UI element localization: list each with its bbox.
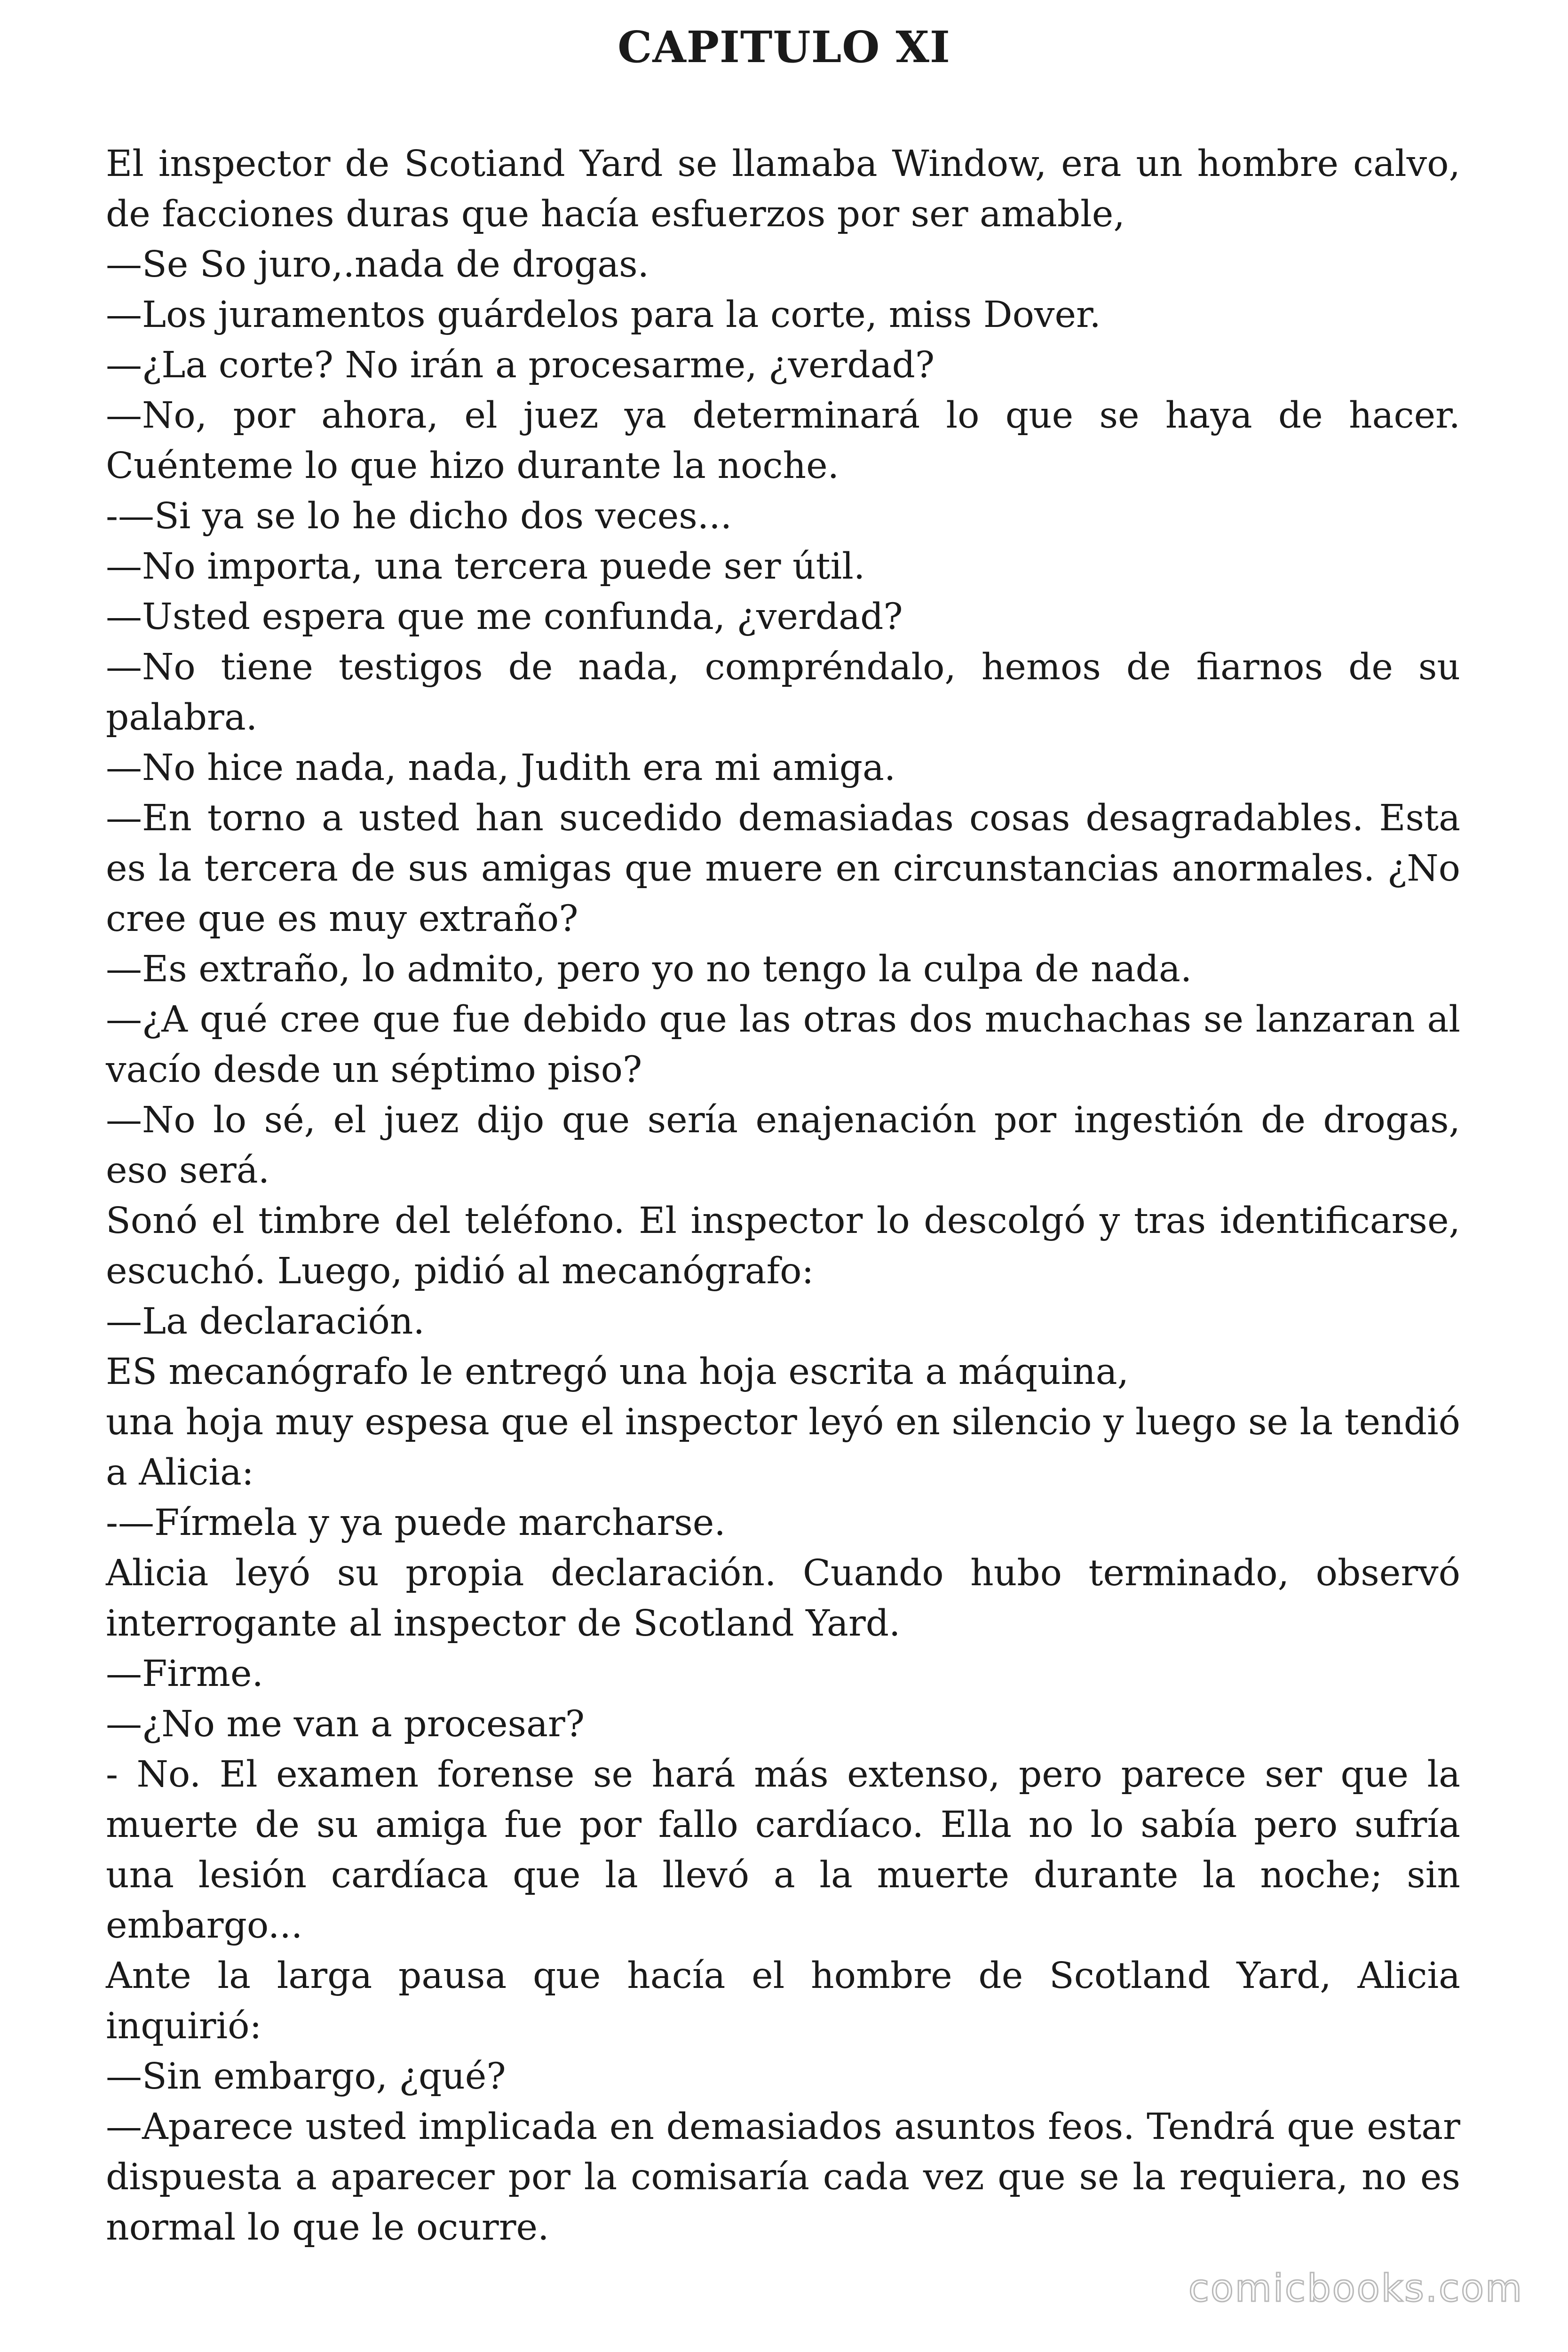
- paragraph: —¿A qué cree que fue debido que las otras dos muchachas se lanzaran al vacío desde un séptimo piso?: [106, 999, 1460, 1091]
- paragraph: ES mecanógrafo le entregó una hoja escrita a máquina,: [106, 1351, 1129, 1393]
- paragraph: -—Fírmela y ya puede marcharse.: [106, 1502, 726, 1544]
- paragraph: —Es extraño, lo admito, pero yo no tengo la culpa de nada.: [106, 948, 1192, 990]
- paragraph: —Aparece usted implicada en demasiados asuntos feos. Tendrá que estar dispuesta a aparecer por la comisaría cada vez que se la requiera, no es normal lo que le ocurre.: [106, 2106, 1460, 2249]
- paragraph: —No, por ahora, el juez ya determinará lo que se haya de hacer. Cuénteme lo que hizo durante la noche.: [106, 395, 1460, 487]
- chapter-body: [106, 139, 1460, 2253]
- paragraph: Alicia leyó su propia declaración. Cuando hubo terminado, observó interrogante al inspector de Scotland Yard.: [106, 1552, 1460, 1645]
- paragraph: —No tiene testigos de nada, compréndalo, hemos de fiarnos de su palabra.: [106, 646, 1460, 739]
- paragraph: una hoja muy espesa que el inspector leyó en silencio y luego se la tendió a Alicia:: [106, 1401, 1460, 1494]
- paragraph: —Se So juro,.nada de drogas.: [106, 244, 649, 286]
- paragraph: —La declaración.: [106, 1301, 425, 1343]
- paragraph: —¿La corte? No irán a procesarme, ¿verdad?: [106, 344, 935, 386]
- paragraph: —Los juramentos guárdelos para la corte, miss Dover.: [106, 294, 1101, 336]
- paragraph: —Sin embargo, ¿qué?: [106, 2056, 506, 2098]
- paragraph: —No hice nada, nada, Judith era mi amiga.: [106, 747, 896, 789]
- paragraph: El inspector de Scotiand Yard se llamaba Window, era un hombre calvo, de facciones duras que hacía esfuerzos por ser amable,: [106, 143, 1460, 235]
- paragraph: —No importa, una tercera puede ser útil.: [106, 546, 865, 588]
- paragraph: Ante la larga pausa que hacía el hombre de Scotland Yard, Alicia inquirió:: [106, 1955, 1460, 2047]
- paragraph: —No lo sé, el juez dijo que sería enajenación por ingestión de drogas, eso será.: [106, 1099, 1460, 1192]
- watermark: comicbooks.com: [1188, 2266, 1523, 2310]
- paragraph: Sonó el timbre del teléfono. El inspector lo descolgó y tras identificarse, escuchó. Luego, pidió al mecanógrafo:: [106, 1200, 1460, 1292]
- paragraph: —Usted espera que me confunda, ¿verdad?: [106, 596, 903, 638]
- paragraph: —En torno a usted han sucedido demasiadas cosas desagradables. Esta es la tercera de sus amigas que muere en circunstancias anormales. ¿No cree que es muy extraño?: [106, 797, 1460, 940]
- paragraph: —¿No me van a procesar?: [106, 1703, 585, 1745]
- paragraph: - No. El examen forense se hará más extenso, pero parece ser que la muerte de su amiga fue por fallo cardíaco. Ella no lo sabía pero sufría una lesión cardíaca que la llevó a la muerte durante la noche; sin embargo...: [106, 1754, 1460, 1947]
- chapter-title: CAPITULO XI: [618, 22, 950, 72]
- paragraph: -—Si ya se lo he dicho dos veces...: [106, 495, 732, 537]
- paragraph: —Firme.: [106, 1653, 263, 1695]
